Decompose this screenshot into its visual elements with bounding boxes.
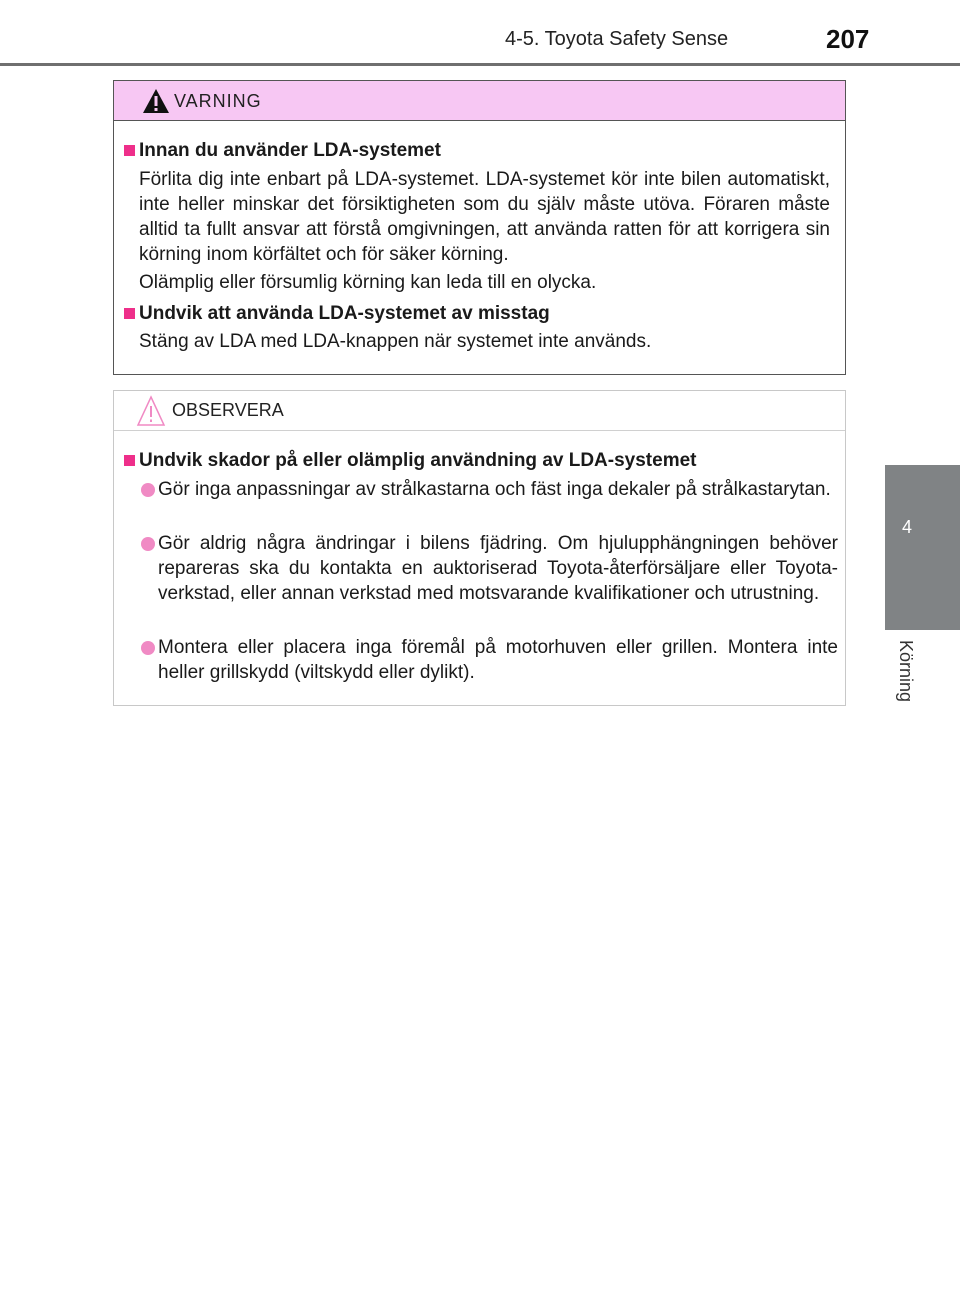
notice-heading: Undvik skador på eller olämplig användning av LDA-systemet	[139, 450, 697, 471]
warning-heading-1: Innan du använder LDA-systemet	[139, 140, 441, 161]
chapter-label	[895, 640, 919, 760]
page-number: 207	[826, 24, 870, 54]
section-marker-icon	[124, 145, 135, 156]
warning-paragraph-1: Förlita dig inte enbart på LDA-systemet. LDA-systemet kör inte bilen automatiskt, inte heller minskar det försiktigheten som du själv måste utöva. Föraren måste alltid ta fullt ansvar att förstå omgivningen, att använda ratten för att korrigera sin körning inom körfältet och för säker körning.	[139, 169, 830, 265]
warning-label: VARNING	[174, 91, 262, 111]
chapter-tab	[885, 465, 960, 630]
notice-bullet-2: Gör aldrig några ändringar i bilens fjädring. Om hjulupphängningen behöver repareras ska du kontakta en auktoriserad Toyota-återförsäljare eller Toyota-verkstad, eller annan verkstad med motsvarande kvalifikationer och utrustning.	[158, 533, 838, 604]
warning-triangle-icon	[142, 87, 170, 115]
warning-header	[114, 81, 845, 121]
caution-triangle-icon	[136, 395, 166, 427]
section-marker-icon	[124, 455, 135, 466]
notice-header	[114, 391, 845, 431]
notice-bullet-3: Montera eller placera inga föremål på motorhuven eller grillen. Montera inte heller grillskydd (viltskydd eller dylikt).	[158, 637, 838, 683]
bullet-dot-icon	[141, 641, 155, 655]
section-marker-icon	[124, 308, 135, 319]
warning-paragraph-3: Stäng av LDA med LDA-knappen när systemet inte används.	[139, 331, 652, 352]
warning-heading-2: Undvik att använda LDA-systemet av misstag	[139, 303, 550, 324]
bullet-dot-icon	[141, 537, 155, 551]
chapter-label-text: Körning	[896, 640, 916, 703]
header-divider	[0, 63, 960, 66]
warning-paragraph-2: Olämplig eller försumlig körning kan leda till en olycka.	[139, 272, 597, 293]
notice-box	[113, 390, 846, 706]
section-title: 4-5. Toyota Safety Sense	[505, 28, 729, 50]
chapter-number: 4	[901, 517, 912, 537]
notice-label: OBSERVERA	[172, 400, 284, 420]
notice-bullet-1: Gör inga anpassningar av strålkastarna och fäst inga dekaler på strålkastarytan.	[158, 479, 831, 500]
bullet-dot-icon	[141, 483, 155, 497]
warning-box	[113, 80, 846, 375]
